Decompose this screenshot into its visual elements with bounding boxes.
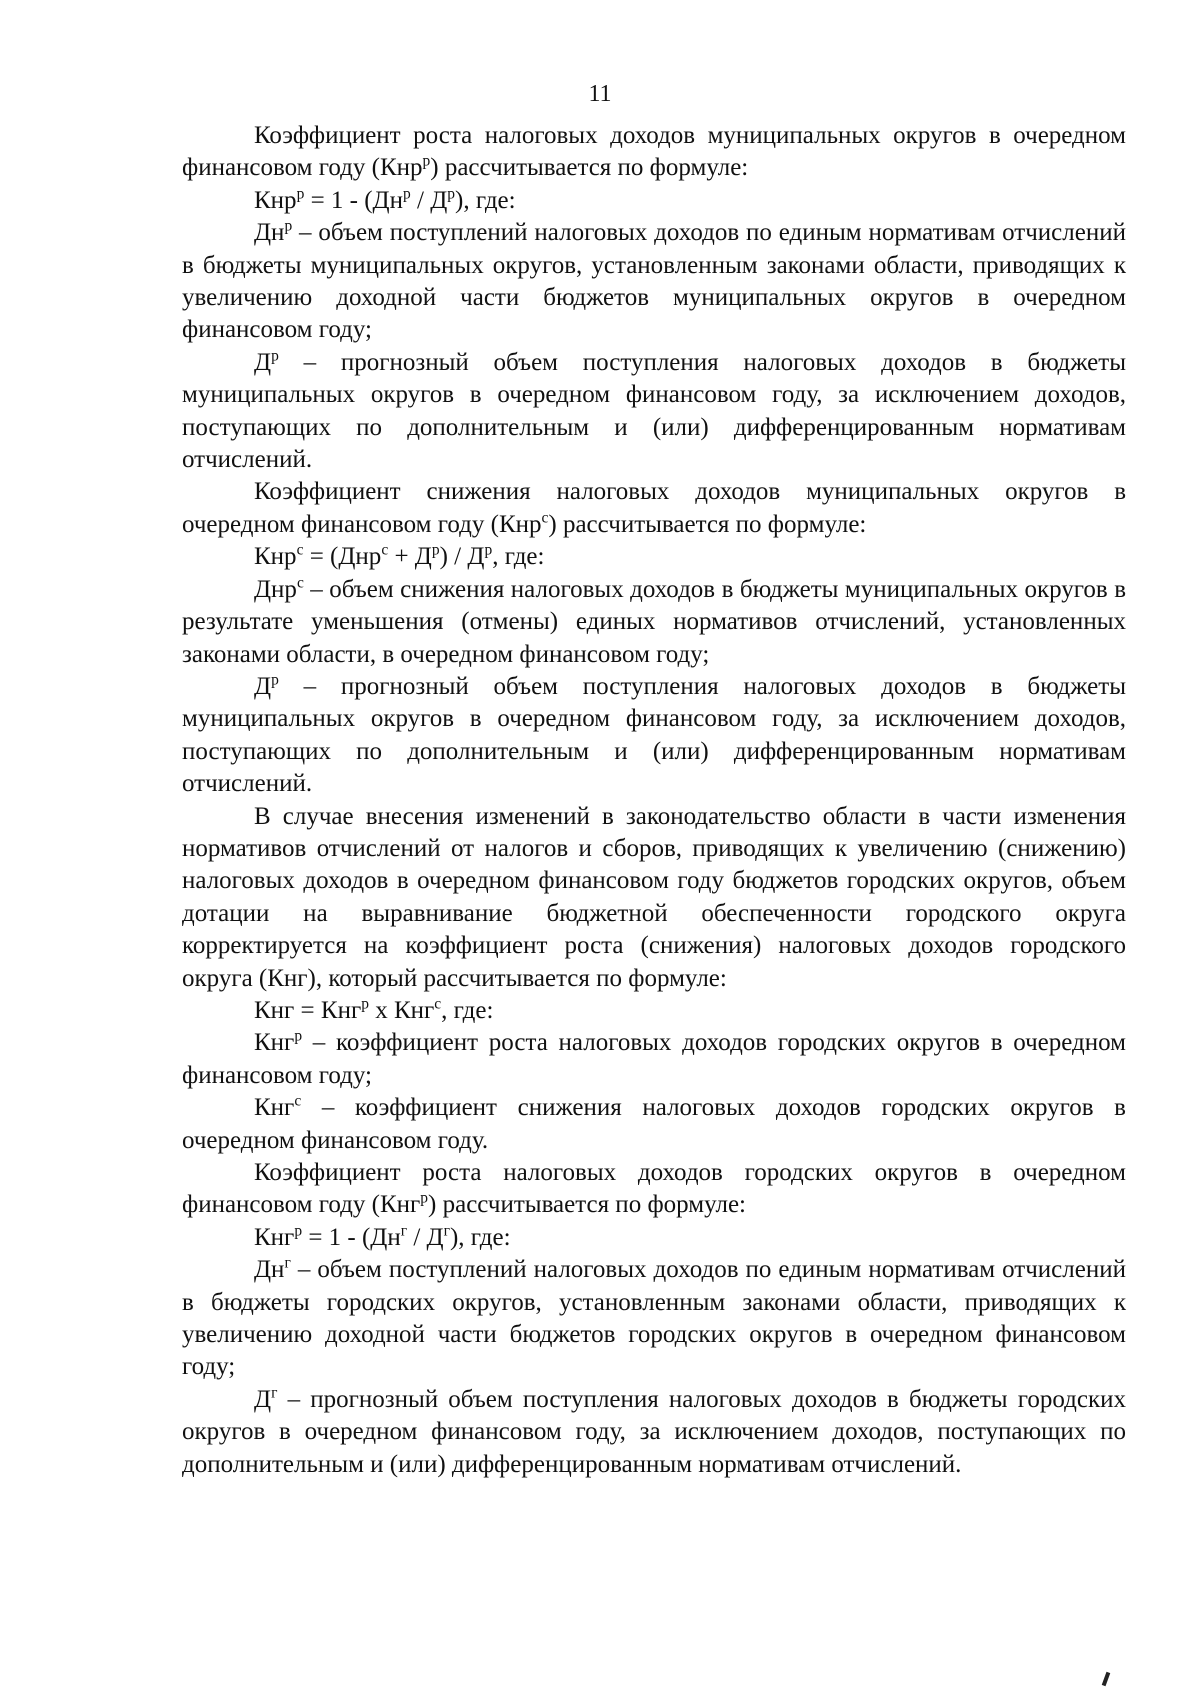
text-run: ) рассчитывается по формуле: [548,510,867,538]
paragraph [182,120,1126,185]
text-run: – объем поступлений налоговых доходов по единым нормативам отчислений в бюджеты городских округов, установленным законами области, приводящих к увеличению доходной части бюджетов городских округов в очередном финансовом году; [182,1256,1126,1381]
superscript: г [443,1222,450,1240]
text-run: Кнг = Кнг [254,996,362,1024]
formula-line [182,995,1126,1027]
formula-line [182,1222,1126,1254]
superscript: р [284,217,293,235]
superscript: с [294,1092,302,1110]
text-run: + Д [388,543,432,571]
text-run: ) / Д [439,543,485,571]
page-number: 11 [588,81,612,107]
text-run: , где: [441,996,494,1024]
paragraph [182,1092,1126,1157]
text-run: ), где: [449,1223,511,1251]
paragraph [182,1384,1126,1481]
text-run: – прогнозный объем поступления налоговых доходов в бюджеты городских округов в очередном финансовом году, за исключением доходов, поступающих по дополнительным и (или) дифференцированным нормативам отчислений. [182,1385,1126,1478]
superscript: г [271,1384,278,1402]
paragraph [182,1027,1126,1092]
superscript: р [422,152,431,170]
superscript: р [271,347,279,365]
superscript: с [434,995,442,1013]
superscript: с [381,541,389,559]
text-run: – объем снижения налоговых доходов в бюджеты муниципальных округов в результате уменьшения (отмены) единых нормативов отчислений, установленных законами области, в очередном финансовом году; [182,575,1126,668]
text-run: – прогнозный объем поступления налоговых доходов в бюджеты муниципальных округов в очередном финансовом году, за исключением доходов, поступающих по дополнительным и (или) дифференцированным нормативам отчислений. [182,348,1126,474]
text-run: = 1 - (Дн [304,186,403,214]
text-run: Коэффициент роста налоговых доходов муниципальных округов в очередном финансовом году (Кнр [182,122,1126,182]
superscript: р [294,1027,303,1045]
paragraph [182,347,1126,477]
superscript: р [431,541,440,559]
paragraph [182,476,1126,541]
superscript: г [284,1254,291,1272]
superscript: с [541,509,549,527]
text-run: Кнр [254,543,297,571]
paragraph [182,1157,1126,1222]
text-run: х Кнг [368,996,435,1024]
paragraph [182,671,1126,801]
text-run: ) рассчитывается по формуле: [428,1191,746,1219]
text-run: / Д [407,1223,444,1251]
text-run: Д [254,1385,272,1413]
text-run: / Д [410,186,448,214]
superscript: р [294,1222,303,1240]
document-body [182,120,1126,1481]
paragraph [182,217,1126,347]
superscript: р [403,185,411,203]
superscript: р [296,185,305,203]
superscript: с [296,541,304,559]
text-run: – прогнозный объем поступления налоговых доходов в бюджеты муниципальных округов в очередном финансовом году, за исключением доходов, поступающих по дополнительным и (или) дифференцированным нормативам отчислений. [182,672,1126,798]
text-run: , где: [492,543,545,571]
superscript: р [361,995,369,1013]
superscript: с [296,574,304,592]
text-run: Кнг [254,1029,295,1057]
text-run: = (Днр [303,543,382,571]
formula-line [182,541,1126,573]
superscript: р [271,671,279,689]
paragraph [182,574,1126,671]
text-run: ), где: [455,186,516,214]
text-run: Кнг [254,1094,295,1122]
scan-mark [1102,1672,1111,1687]
text-run: – объем поступлений налоговых доходов по единым нормативам отчислений в бюджеты муниципальных округов, установленным законами области, приводящих к увеличению доходной части бюджетов муниципальных округов в очередном финансовом году; [182,219,1126,344]
text-run: – коэффициент снижения налоговых доходов городских округов в очередном финансовом году. [182,1094,1126,1154]
text-run: Д [254,672,272,700]
text-run: Кнр [254,186,297,214]
formula-line [182,185,1126,217]
text-run: Днр [254,575,297,603]
text-run: Коэффициент роста налоговых доходов городских округов в очередном финансовом году (Кнг [182,1159,1126,1219]
text-run: ) рассчитывается по формуле: [430,154,749,182]
text-run: Дн [254,1256,285,1284]
text-run: – коэффициент роста налоговых доходов городских округов в очередном финансовом году; [182,1029,1126,1089]
text-run: Кнг [254,1223,295,1251]
superscript: г [400,1222,408,1240]
text-run: Коэффициент снижения налоговых доходов муниципальных округов в очередном финансовом году (Кнр [182,478,1126,538]
paragraph [182,1254,1126,1384]
superscript: р [447,185,455,203]
paragraph [182,801,1126,995]
text-run: Дн [254,219,285,247]
text-run: = 1 - (Дн [302,1223,401,1251]
text-run: В случае внесения изменений в законодательство области в части изменения нормативов отчислений от налогов и сборов, приводящих к увеличению (снижению) налоговых доходов в очередном финансовом году бюджетов городских округов, объем дотации на выравнивание бюджетной обеспеченности городского округа корректируется на коэффициент роста (снижения) налоговых доходов городского округа (Кнг), который рассчитывается по формуле: [182,802,1126,992]
text-run: Д [254,348,272,376]
superscript: р [420,1189,429,1207]
superscript: р [484,541,493,559]
